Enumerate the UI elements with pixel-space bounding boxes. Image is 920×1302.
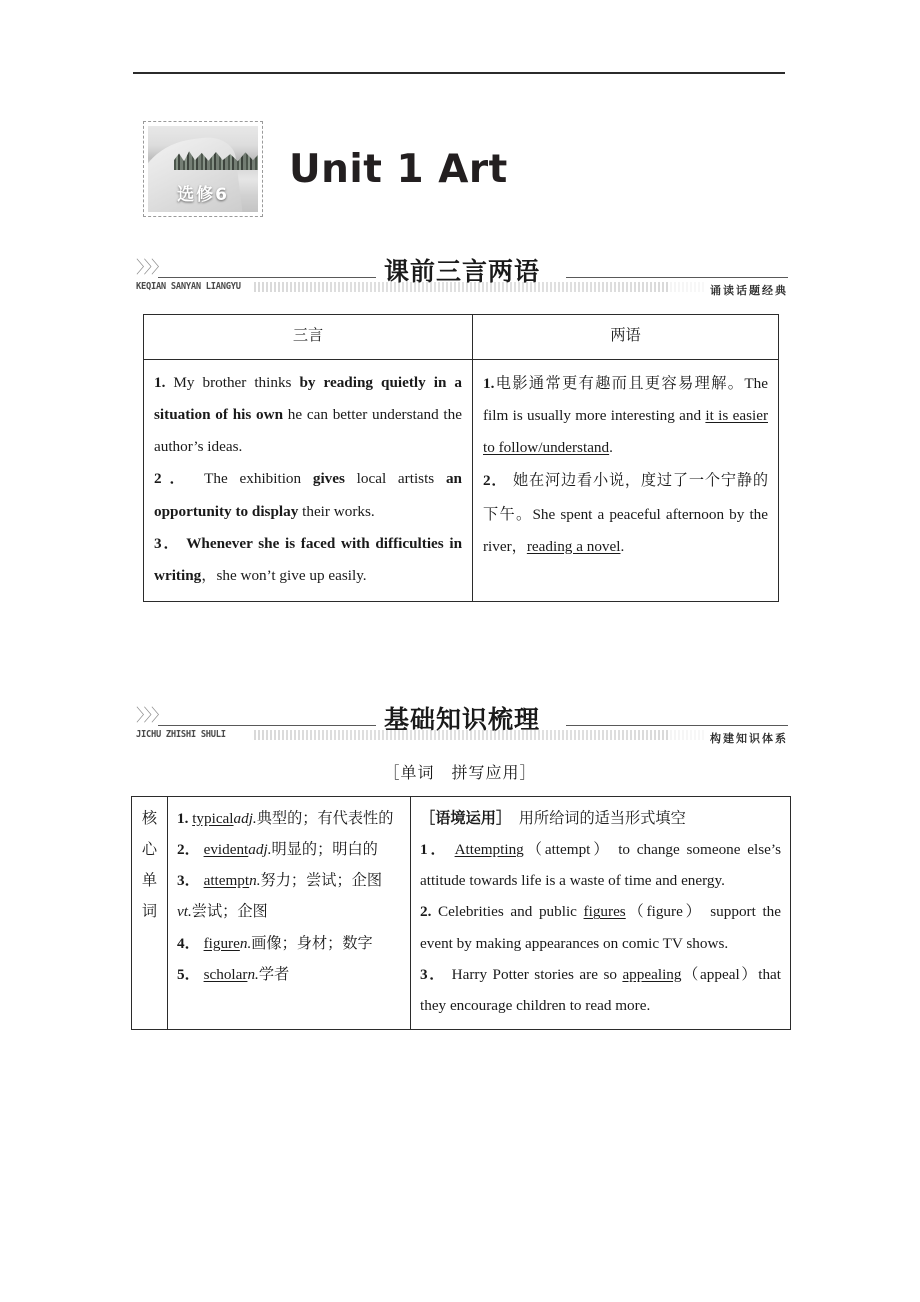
item-number: 4． xyxy=(177,934,204,952)
word-headword: figure xyxy=(203,934,240,952)
text-run: 电影通常更有趣而且更容易理解。 xyxy=(494,373,745,392)
text-run: he can better understand the author’s ideas. xyxy=(154,405,462,456)
item-number: 1. xyxy=(154,373,166,391)
exercise-text-after: to change someone else’s attitude towards life is a waste of time and energy. xyxy=(420,841,781,890)
word-meaning: 画像；身材；数字 xyxy=(251,933,373,952)
word-entry xyxy=(177,865,401,896)
exercise-cue-word: （figure） xyxy=(625,903,704,921)
section-pinyin: JICHU ZHISHI SHULI xyxy=(136,729,226,740)
word-entry xyxy=(177,959,401,990)
word-entry xyxy=(177,834,401,865)
text-run: gives xyxy=(312,470,345,488)
section-title: 基础知识梳理 xyxy=(383,705,540,734)
item-number: 1． xyxy=(420,841,449,859)
text-run: . xyxy=(609,439,613,457)
sentence-item xyxy=(154,528,462,592)
cell-liangyu-sentences xyxy=(473,359,779,602)
section-tagline: 诵读话题经典 xyxy=(704,282,788,298)
exercise-answer: figures xyxy=(583,903,626,921)
sentence-item xyxy=(483,464,768,563)
exercise-text-before: Celebrities and public xyxy=(431,903,584,921)
bracket-subtitle: ［单词 拼写应用］ xyxy=(383,763,537,782)
item-number: 1. xyxy=(483,374,495,392)
item-number: 2． xyxy=(177,841,204,859)
exercise-cue-word: （appeal） xyxy=(681,965,759,983)
table-header-row xyxy=(144,315,779,360)
word-part-of-speech: adj. xyxy=(248,841,272,859)
text-run: My brother thinks xyxy=(165,373,300,391)
item-number: 3． xyxy=(177,872,204,890)
section-tagline: 构建知识体系 xyxy=(704,730,788,746)
text-run: local artists xyxy=(344,470,446,488)
stamp-photo xyxy=(148,126,258,212)
item-number: 2． xyxy=(154,470,193,488)
exercise-answer: Attempting xyxy=(454,841,524,859)
word-meaning: 尝试；企图 xyxy=(191,902,268,921)
word-part-of-speech: adj. xyxy=(233,810,257,827)
word-part-of-speech: n. xyxy=(249,872,261,890)
word-headword: attempt xyxy=(203,872,250,890)
word-headword: evident xyxy=(203,841,249,859)
stamp-label: 选修6 xyxy=(177,185,229,205)
word-entry xyxy=(177,803,401,834)
exercise-heading xyxy=(420,803,781,834)
text-run: Whenever she is faced with difficulties in writing xyxy=(154,534,463,584)
row-label-char: 核 xyxy=(141,809,158,827)
text-run: . xyxy=(620,537,625,555)
text-run: their works. xyxy=(298,502,375,520)
page-top-rule xyxy=(133,72,785,74)
table-row xyxy=(144,359,779,602)
text-run: by reading quietly in a situation of his own xyxy=(154,373,462,423)
exercise-text-before: Harry Potter stories are so xyxy=(446,965,623,983)
section-header-keqian xyxy=(136,252,788,298)
word-meaning: 学者 xyxy=(258,964,290,983)
sentence-item xyxy=(483,367,768,465)
text-run: The exhibition xyxy=(192,470,313,488)
word-part-of-speech: n. xyxy=(239,934,252,952)
row-label-char: 单 xyxy=(141,871,158,890)
exercise-item xyxy=(420,896,781,958)
chevrons-icon: 〉〉〉 xyxy=(136,706,167,726)
exercise-cue-word: （attempt） xyxy=(523,841,612,859)
section-title: 课前三言两语 xyxy=(383,257,540,286)
text-run: it is easier to follow/understand xyxy=(483,406,768,457)
word-entry xyxy=(177,928,401,959)
exercise-answer: appealing xyxy=(622,965,682,983)
page-title: Unit 1 Art xyxy=(289,146,508,192)
cell-sanyan-sentences xyxy=(144,359,473,602)
cell-word-list xyxy=(168,797,411,1030)
word-meaning: 努力；尝试；企图 xyxy=(260,871,383,890)
text-run: 她在河边看小说，度过了一个宁静的下午。 xyxy=(483,471,769,523)
word-part-of-speech: vt. xyxy=(177,903,192,921)
word-meaning: 明显的；明白的 xyxy=(271,840,378,859)
unit-title-block xyxy=(143,121,508,217)
table-core-words xyxy=(131,796,791,1030)
section-header-jichu xyxy=(136,700,788,746)
text-run: an opportunity to display xyxy=(154,470,462,520)
text-run: The film is usually more interesting and xyxy=(483,374,768,424)
table-row xyxy=(132,797,791,1030)
exercise-heading-tag: ［语境运用］ xyxy=(420,809,504,827)
section-pinyin: KEQIAN SANYAN LIANGYU xyxy=(136,281,241,292)
row-label-char: 心 xyxy=(141,840,158,859)
row-label-core-words xyxy=(132,797,168,1030)
column-header-liangyu: 两语 xyxy=(473,315,779,360)
textbook-stamp-image xyxy=(143,121,263,217)
column-header-sanyan: 三言 xyxy=(144,315,473,360)
word-headword: typical xyxy=(192,810,234,827)
item-number: 1. xyxy=(177,810,193,827)
item-number: 2. xyxy=(420,903,432,921)
item-number: 2． xyxy=(483,472,508,490)
word-meaning: 典型的；有代表性的 xyxy=(256,809,394,827)
row-label-char: 词 xyxy=(141,902,158,921)
item-number: 3． xyxy=(420,965,447,983)
table-sanyan-liangyu xyxy=(143,314,779,602)
cell-context-exercises xyxy=(411,797,791,1030)
exercise-item xyxy=(420,834,781,896)
text-run: She spent a peaceful afternoon by the river， xyxy=(483,505,768,555)
sentence-item xyxy=(154,367,462,464)
exercise-text-after: that they encourage children to read more. xyxy=(420,965,781,1014)
exercise-item xyxy=(420,959,781,1021)
item-number: 3． xyxy=(154,534,181,552)
text-run: ，she won’t give up easily. xyxy=(201,566,367,584)
text-run: reading a novel xyxy=(526,537,621,555)
word-headword: scholar xyxy=(203,965,248,983)
chevrons-icon: 〉〉〉 xyxy=(136,258,167,278)
exercise-heading-text: 用所给词的适当形式填空 xyxy=(503,809,686,827)
word-entry-secondary xyxy=(177,896,401,927)
word-part-of-speech: n. xyxy=(247,965,259,983)
sentence-item xyxy=(154,463,462,527)
exercise-text-after: support the event by making appearances on comic TV shows. xyxy=(420,903,782,952)
item-number: 5． xyxy=(177,965,204,983)
